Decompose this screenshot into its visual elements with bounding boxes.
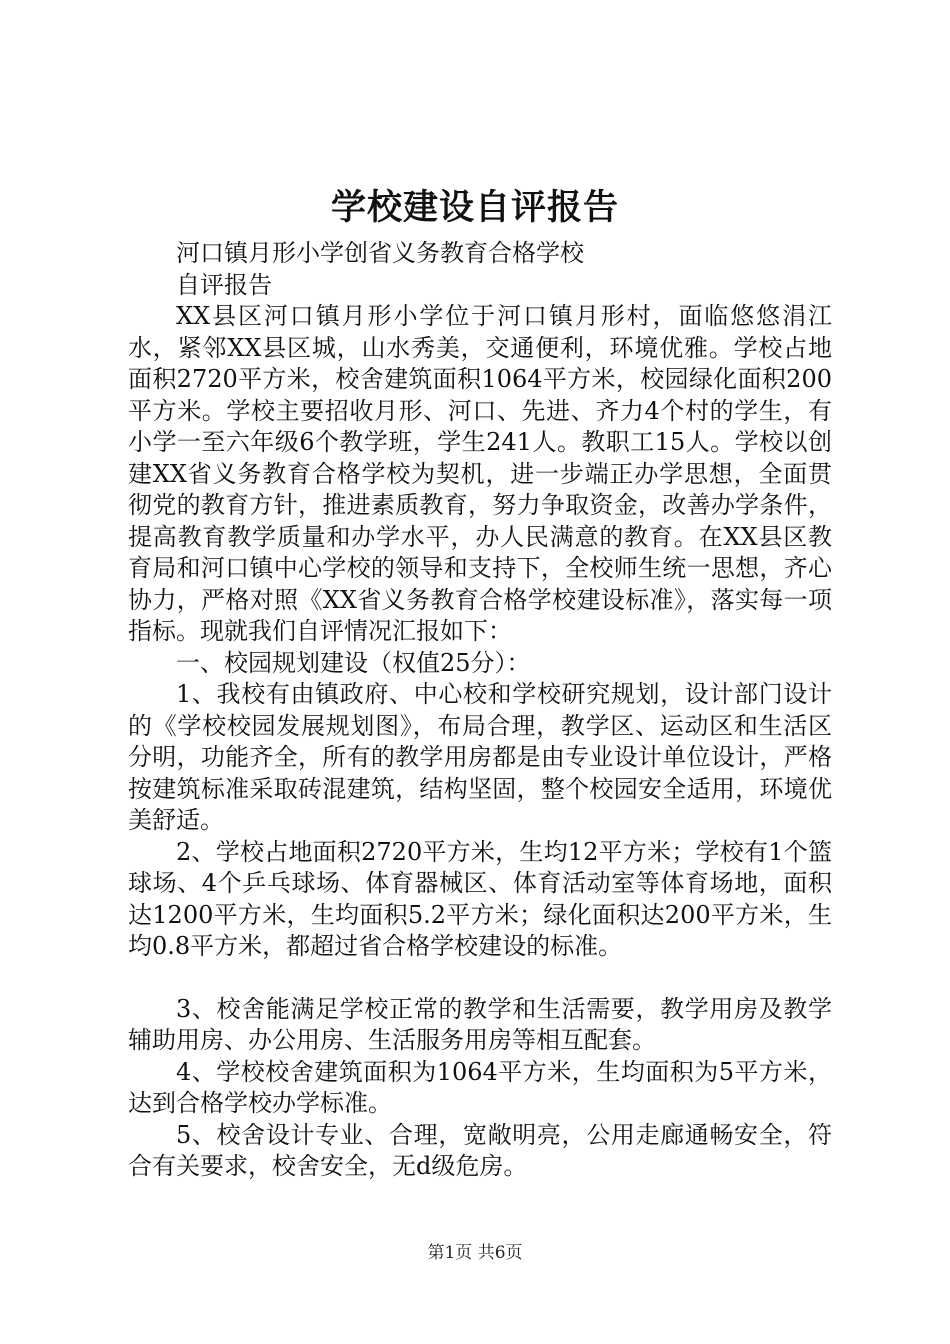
intro-paragraph: XX县区河口镇月形小学位于河口镇月形村，面临悠悠涓江水，紧邻XX县区城，山水秀美，交通便利，环境优雅。学校占地面积2720平方米，校舍建筑面积1064平方米，校园绿化面积200平方米。学校主要招收月形、河口、先进、齐力4个村的学生，有小学一至六年级6个教学班，学生241人。教职工15人。学校以创建XX省义务教育合格学校为契机，进一步端正办学思想，全面贯彻党的教育方针，推进素质教育，努力争取资金，改善办学条件，提高教育教学质量和办学水平，办人民满意的教育。在XX县区教育局和河口镇中心学校的领导和支持下，全校师生统一思想，齐心协力，严格对照《XX省义务教育合格学校建设标准》，落实每一项指标。现就我们自评情况汇报如下： [128, 302, 832, 645]
page-number: 第1页 [427, 1243, 473, 1263]
section-heading: 一、校园规划建设（权值25分）： [176, 648, 531, 677]
document-title: 学校建设自评报告 [330, 188, 619, 228]
item-paragraph-5: 5、校舍设计专业、合理，宽敞明亮，公用走廊通畅安全，符合有关要求，校舍安全，无d级危房。 [128, 1120, 832, 1180]
subtitle-line-2: 自评报告 [176, 270, 272, 299]
item-paragraph-1: 1、我校有由镇政府、中心校和学校研究规划，设计部门设计的《学校校园发展规划图》，布局合理，教学区、运动区和生活区分明，功能齐全，所有的教学用房都是由专业设计单位设计，严格按建筑标准采取砖混建筑，结构坚固，整个校园安全适用，环境优美舒适。 [128, 680, 832, 834]
page-total: 共6页 [477, 1243, 523, 1263]
item-paragraph-4: 4、学校校舍建筑面积为1064平方米，生均面积为5平方米，达到合格学校办学标准。 [128, 1057, 832, 1117]
page-footer [0, 1241, 950, 1265]
subtitle-line-1: 河口镇月形小学创省义务教育合格学校 [176, 239, 584, 267]
item-paragraph-2: 2、学校占地面积2720平方米，生均12平方米；学校有1个篮球场、4个乒乓球场、体育器械区、体育活动室等体育场地，面积达1200平方米，生均面积5.2平方米；绿化面积达200平方米，生均0.8平方米，都超过省合格学校建设的标准。 [128, 837, 832, 960]
document-body [128, 238, 832, 1183]
item-paragraph-3: 3、校舍能满足学校正常的教学和生活需要，教学用房及教学辅助用房、办公用房、生活服务用房等相互配套。 [128, 994, 832, 1054]
